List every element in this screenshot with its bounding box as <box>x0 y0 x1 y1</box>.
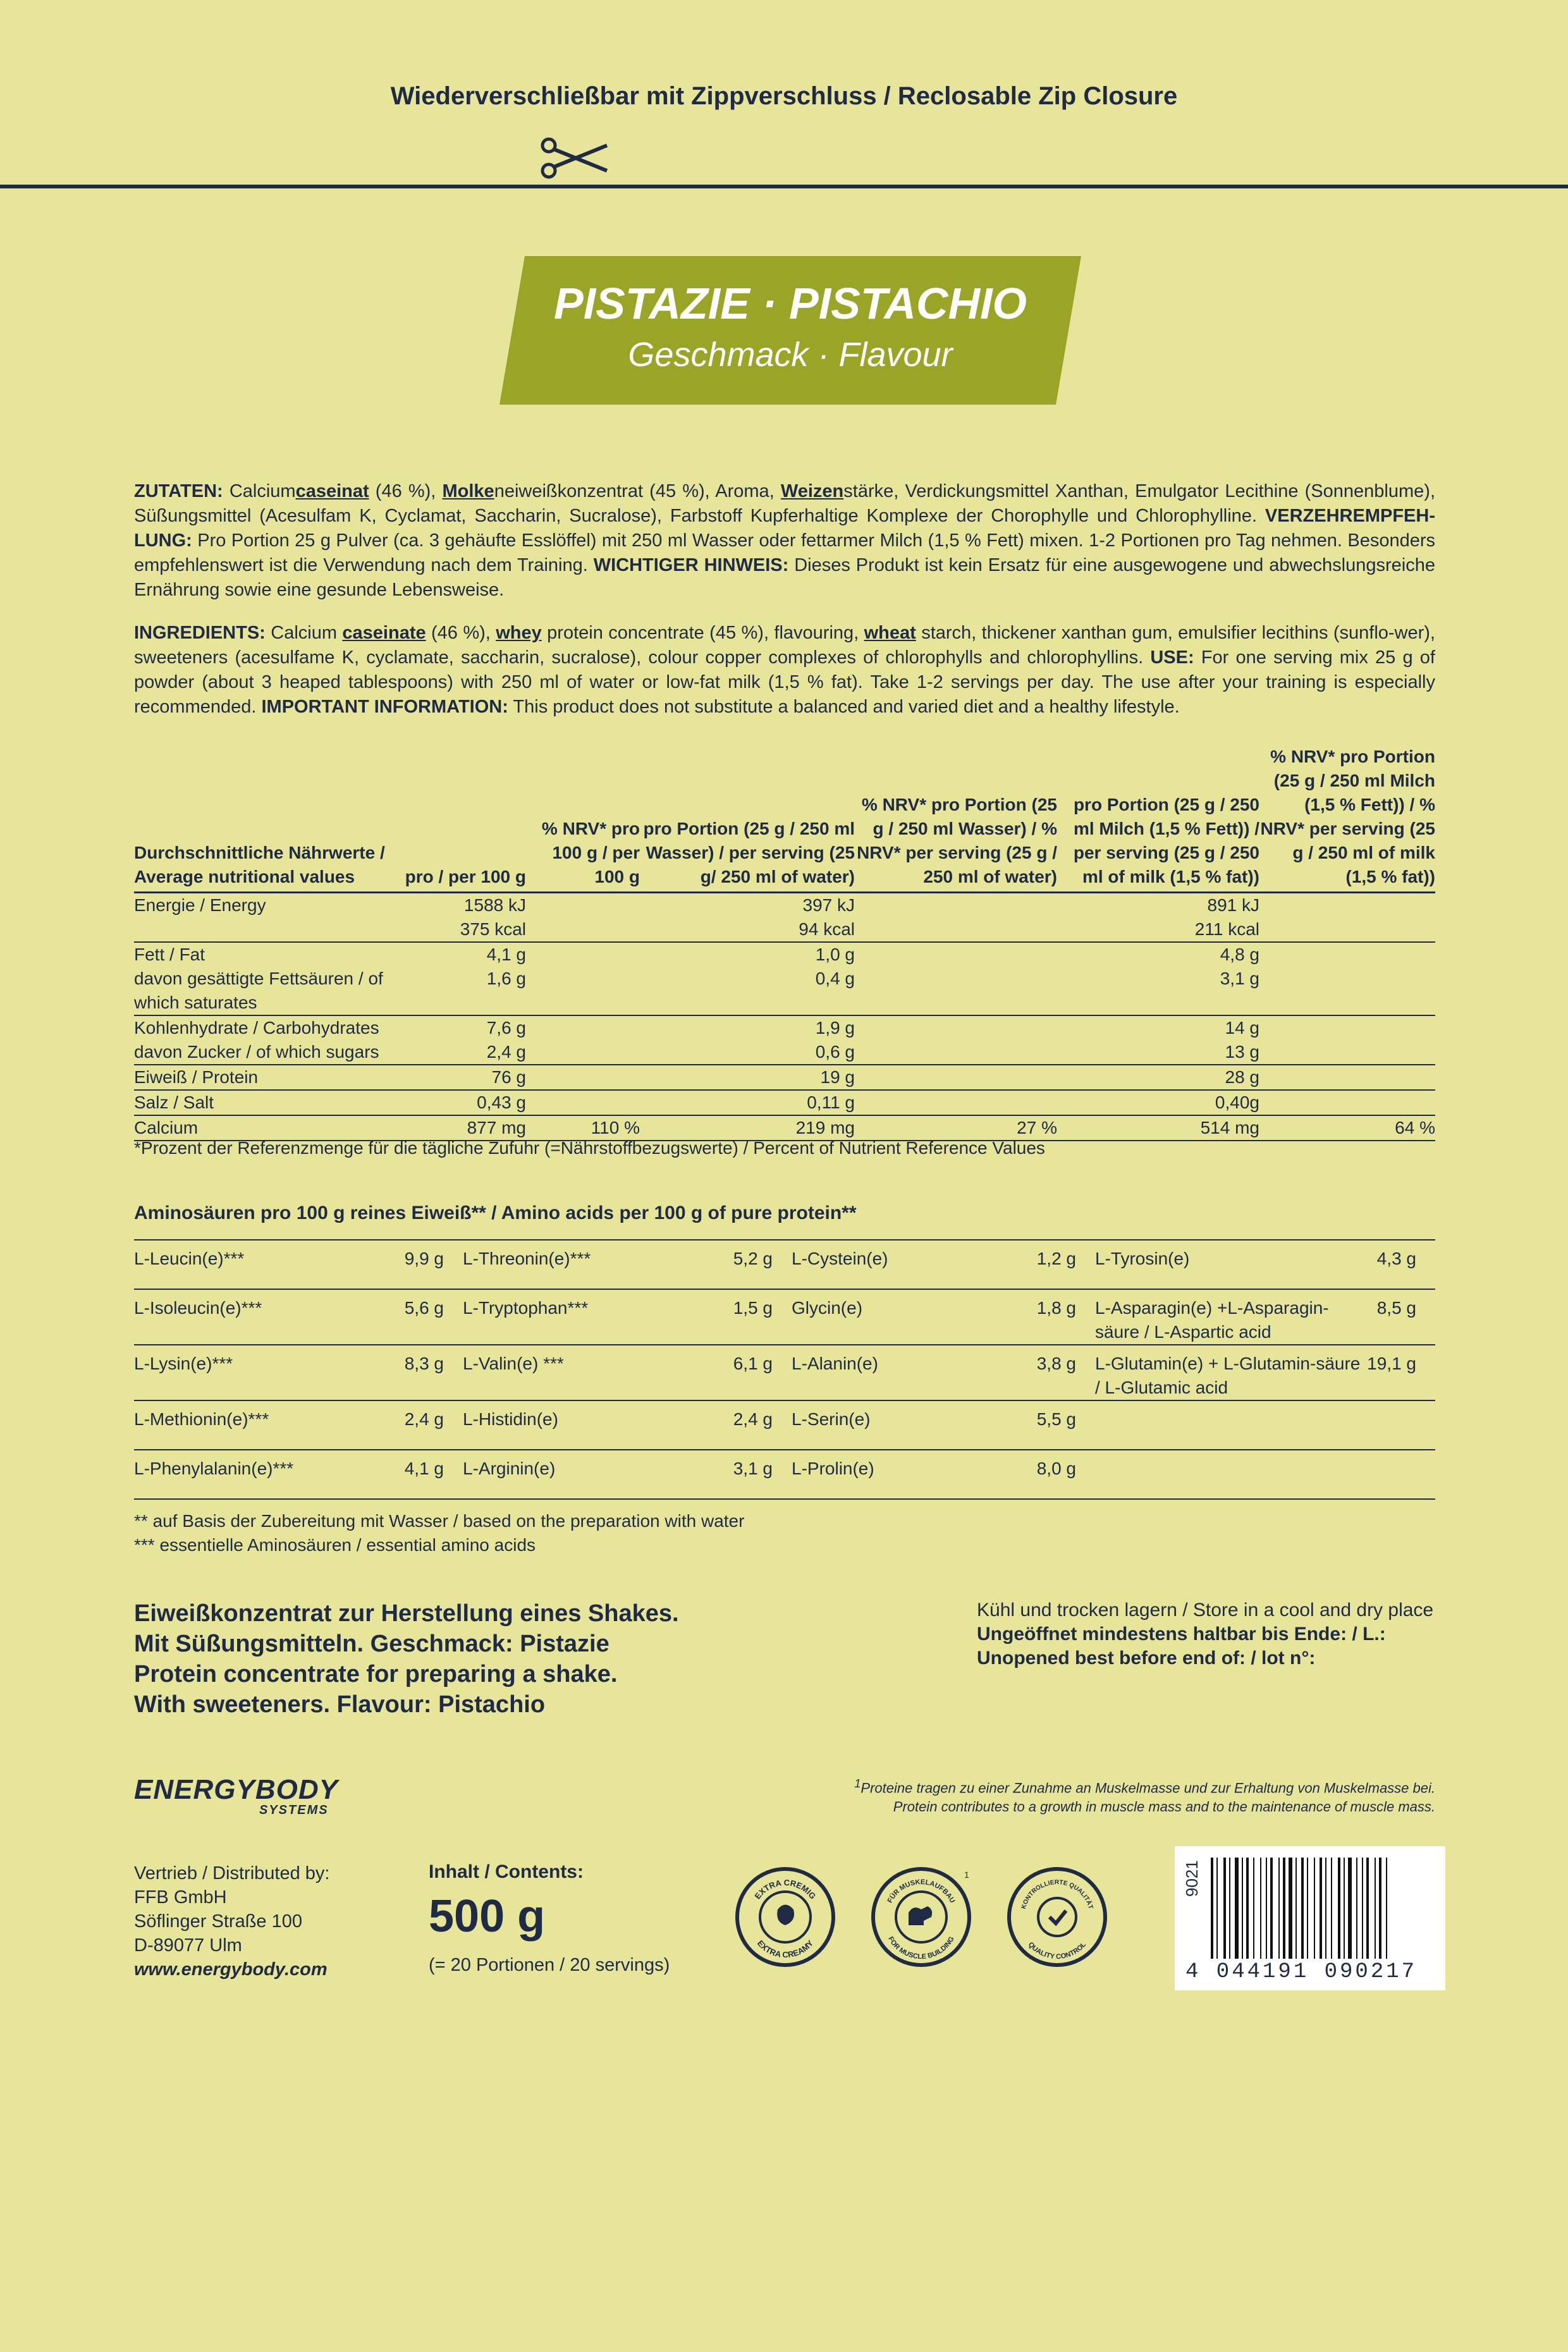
flavour-title: PISTAZIE · PISTACHIO <box>554 279 1027 328</box>
svg-text:KONTROLLIERTE QUALITÄT: KONTROLLIERTE QUALITÄT <box>1020 1878 1094 1910</box>
barcode-icon <box>1211 1858 1436 1959</box>
table-row: Eiweiß / Protein 76 g 19 g 28 g <box>134 1065 1435 1090</box>
nutrition-header-cell: Durchschnittliche Nährwerte / Average nutritional values <box>134 745 400 893</box>
cut-line <box>0 185 1568 188</box>
description-line: With sweeteners. Flavour: Pistachio <box>134 1691 546 1718</box>
table-row: L-Phenylalanin(e)*** 4,1 g L-Arginin(e) 3,1 g L-Prolin(e) 8,0 g <box>134 1450 1435 1499</box>
table-row: davon Zucker / of which sugars 2,4 g 0,6 g 13 g <box>134 1040 1435 1065</box>
quality-control-badge-icon <box>1005 1865 1110 1969</box>
table-row: davon gesättigte Fettsäuren / of which saturates 1,6 g 0,4 g 3,1 g <box>134 967 1435 1015</box>
extra-creamy-badge-icon <box>733 1865 838 1969</box>
table-row: Calcium 877 mg 110 % 219 mg 27 % 514 mg 64 % <box>134 1115 1435 1141</box>
nutrition-header-cell: % NRV* pro 100 g / per 100 g <box>526 745 640 893</box>
contents-value: 500 g <box>429 1891 546 1942</box>
best-before-label-en: Unopened best before end of: / lot n°: <box>977 1648 1316 1669</box>
zip-closure-text: Wiederverschließbar mit Zippverschluss / Reclosable Zip Closure <box>390 82 1178 110</box>
barcode-number: 4 044191 090217 <box>1185 1960 1418 1984</box>
nutrition-header-cell: pro Portion (25 g / 250 ml Wasser) / per serving (25 g/ 250 ml of water) <box>640 745 855 893</box>
nutrition-header-cell: pro Portion (25 g / 250 ml Milch (1,5 % Fett)) / per serving (25 g / 250 ml of milk (1,5 % fat)) <box>1057 745 1259 893</box>
distributor-city: D-89077 Ulm <box>134 1935 242 1956</box>
svg-text:EXTRA CREMIG: EXTRA CREMIG <box>752 1877 818 1901</box>
table-row: L-Leucin(e)*** 9,9 g L-Threonin(e)*** 5,2 g L-Cystein(e) 1,2 g L-Tyrosin(e) 4,3 g <box>134 1240 1435 1289</box>
flavour-subtitle: Geschmack · Flavour <box>628 336 953 374</box>
distributor-street: Söflinger Straße 100 <box>134 1911 302 1932</box>
svg-text:EXTRA CREAMY: EXTRA CREAMY <box>755 1938 816 1960</box>
description-line: Protein concentrate for preparing a shake. <box>134 1661 618 1687</box>
svg-text:QUALITY CONTROL: QUALITY CONTROL <box>1026 1940 1088 1961</box>
svg-text:FOR MUSCLE BUILDING: FOR MUSCLE BUILDING <box>886 1935 956 1961</box>
health-claim: $^1$Proteine tragen zu einer Zunahme an Muskelmasse und zur Erhaltung von Muskelmasse bei. Protein contributes to a growth in muscle mass and to the maintenance of muscle mass. <box>854 1777 1435 1815</box>
website-link[interactable]: www.energybody.com <box>134 1959 328 1980</box>
amino-footnote-water: ** auf Basis der Zubereitung mit Wasser / based on the preparation with water <box>134 1511 745 1531</box>
table-row: Energie / Energy 1588 kJ 397 kJ 891 kJ <box>134 895 1259 915</box>
table-row: L-Lysin(e)*** 8,3 g L-Valin(e) *** 6,1 g L-Alanin(e) 3,8 g L-Glutamin(e) + L-Glutamin-säure / L-Glutamic acid 19,1 g <box>134 1345 1435 1400</box>
amino-footnote-essential: *** essentielle Aminosäuren / essential amino acids <box>134 1535 536 1555</box>
table-row: Kohlenhydrate / Carbohydrates 7,6 g 1,9 g 14 g <box>134 1018 1259 1038</box>
best-before-label: Ungeöffnet mindestens haltbar bis Ende: / L.: <box>977 1624 1386 1645</box>
nutrition-header-cell: pro / per 100 g <box>400 745 526 893</box>
distributor-company: FFB GmbH <box>134 1887 227 1908</box>
english-ingredients-paragraph: INGREDIENTS: Calcium caseinate (46 %), whey protein concentrate (45 %), flavouring, wheat starch, thickener xanthan gum, emulsifier lecithins (sunflo-wer), sweeteners (acesulfame K, cyclamate, saccharin, sucralose), colour copper complexes of chlorophylls and chlorophyllins. USE: For one serving mix 25 g of powder (about 3 heaped tablespoons) with 250 ml of water or low-fat milk (1,5 % fat). Take 1-2 servings per day. The use after your training is especially recommended. IMPORTANT INFORMATION: This product does not substitute a balanced and varied diet and a healthy lifestyle. <box>134 623 1435 717</box>
claim-footnote-marker: 1 <box>854 1777 861 1790</box>
contents-servings: (= 20 Portionen / 20 servings) <box>429 1955 670 1975</box>
description-line: Eiweißkonzentrat zur Herstellung eines Shakes. <box>134 1600 679 1627</box>
storage-instruction: Kühl und trocken lagern / Store in a cool and dry place <box>977 1600 1434 1620</box>
table-row: Fett / Fat 4,1 g 1,0 g 4,8 g <box>134 945 1259 964</box>
amino-acids-title: Aminosäuren pro 100 g reines Eiweiß** / Amino acids per 100 g of pure protein** <box>134 1203 857 1223</box>
brand-logo: ENERGYBODY <box>134 1774 338 1805</box>
nutrition-header-cell: % NRV* pro Portion (25 g / 250 ml Wasser) / % NRV* per serving (25 g / 250 ml of water) <box>855 745 1057 893</box>
barcode-side-code: 9021 <box>1182 1860 1201 1897</box>
scissors-icon <box>537 132 613 182</box>
amino-acids-table <box>134 1239 1435 1500</box>
storage-info <box>977 1598 1457 1670</box>
distributor-block <box>134 1861 329 1981</box>
description-line: Mit Süßungsmitteln. Geschmack: Pistazie <box>134 1631 609 1657</box>
brand-logo-sub: SYSTEMS <box>259 1803 329 1817</box>
nutrition-header-cell: % NRV* pro Portion (25 g / 250 ml Milch (1,5 % Fett)) / % NRV* per serving (25 g / 250 ml of milk (1,5 % fat)) <box>1259 745 1435 893</box>
table-row: L-Methionin(e)*** 2,4 g L-Histidin(e) 2,4 g L-Serin(e) 5,5 g <box>134 1400 1435 1450</box>
table-row: Salz / Salt 0,43 g 0,11 g 0,40g <box>134 1090 1435 1115</box>
contents-label: Inhalt / Contents: <box>429 1861 584 1882</box>
nrv-footnote: *Prozent der Referenzmenge für die tägliche Zufuhr (=Nährstoffbezugswerte) / Percent of Nutrient Reference Values <box>134 1138 1045 1158</box>
muscle-building-badge-icon <box>869 1865 974 1969</box>
distributor-label: Vertrieb / Distributed by: <box>134 1863 330 1883</box>
product-description <box>134 1598 766 1720</box>
nutrition-table <box>134 745 1435 1141</box>
svg-text:1: 1 <box>964 1870 969 1880</box>
german-ingredients-paragraph: ZUTATEN: Calciumcaseinat (46 %), Molkeneiweißkonzentrat (45 %), Aroma, Weizenstärke, Verdickungsmittel Xanthan, Emulgator Lecithine (Sonnenblume), Süßungsmittel (Acesulfam K, Cyclamat, Saccharin, Sucralose), Farbstoff Kupferhaltige Komplexe der Chorophylle und Chlorophylline. VERZEHREMPFEH-LUNG: Pro Portion 25 g Pulver (ca. 3 gehäufte Esslöffel) mit 250 ml Wasser oder fettarmer Milch (1,5 % Fett) mixen. 1-2 Portionen pro Tag nehmen. Besonders empfehlenswert ist die Verwendung nach dem Training. WICHTIGER HINWEIS: Dieses Produkt ist kein Ersatz für eine ausgewogene und abwechslungsreiche Ernährung sowie eine gesunde Lebensweise. <box>134 481 1435 600</box>
nutrition-header-row <box>134 745 1435 893</box>
table-row: 375 kcal 94 kcal 211 kcal <box>134 917 1435 942</box>
svg-text:FÜR MUSKELAUFBAU: FÜR MUSKELAUFBAU <box>886 1878 957 1904</box>
table-row: L-Isoleucin(e)*** 5,6 g L-Tryptophan*** 1,5 g Glycin(e) 1,8 g L-Asparagin(e) +L-Asparagin-säure / L-Aspartic acid 8,5 g <box>134 1289 1435 1345</box>
